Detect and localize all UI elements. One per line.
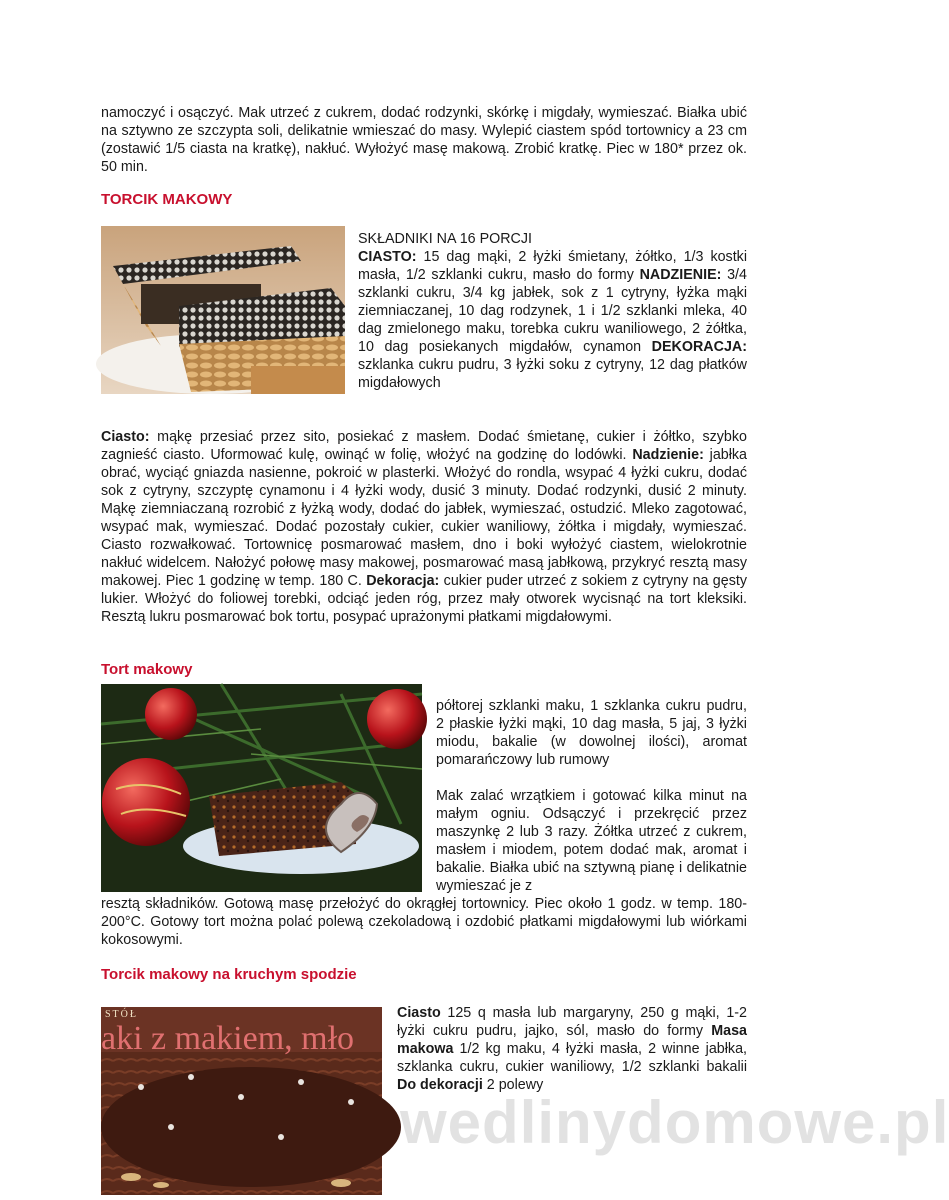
method-dekoracja-label: Dekoracja: — [366, 573, 440, 589]
recipe-photo-torcik-kruchy-spod — [101, 1007, 382, 1195]
ingredients-torcik-kruchy-spod — [397, 1004, 747, 1094]
r3-ciasto-text: 125 q masła lub margaryny, 250 g mąki, 1-2 łyżki cukru pudru, jajko, sól, masło do formy — [397, 1005, 747, 1039]
watermark: wedlinydomowe.pl — [400, 1089, 949, 1156]
r3-dekoracja-label: Do dekoracji — [397, 1077, 483, 1093]
recipe-photo-tort-makowy — [101, 684, 422, 892]
nadzienie-text: 3/4 szklanki cukru, 3/4 kg jabłek, sok z 1 cytryny, łyżka mąki ziemniaczanej, 10 dag rodzynek, 1 i 1/2 szklanki mleka, 40 dag zmielonego maku, torebka cukru waniliowego, 2 żółtka, 10 dag posiekanych migdałów, cynamon — [358, 267, 747, 355]
r3-masa-label: Masa makowa — [397, 1023, 747, 1057]
nadzienie-label: NADZIENIE: — [639, 267, 722, 283]
r3-dekoracja-text: 2 polewy — [482, 1077, 544, 1093]
ciasto-label: CIASTO: — [358, 249, 417, 265]
recipe-photo-torcik-makowy — [101, 226, 345, 394]
method-nadzienie-text: jabłka obrać, wyciąć gniazda nasienne, pokroić w plasterki. Włożyć do rondla, wsypać 4 łyżki cukru, dodać sok z cytryny, szczyptę cynamonu i 4 łyżki wody, dusić 3 minuty. Dodać rodzynki, dusić 2 minuty. Mąkę ziemniaczaną rozrobić z łyżką wody, dodać do jabłek, wymieszać, ostudzić. Mleko zagotować, wsypać mak, wymieszać. Dodać pozostały cukier, cukier waniliowy, żółtka i migdały, wymieszać. Ciasto rozwałkować. Tortownicę posmarować masłem, dno i boki wyłożyć ciastem, wielokrotnie nakłuć widelcem. Nałożyć połowę masy makowej, posmarować masą jabłkową, przykryć resztą masy makowej. Piec 1 godzinę w temp. 180 C. — [101, 447, 748, 589]
method-torcik-makowy — [101, 428, 747, 626]
ingredients-torcik-makowy — [358, 230, 747, 392]
ingredients-tort-makowy: półtorej szklanki maku, 1 szklanka cukru pudru, 2 płaskie łyżki mąki, 10 dag masła, 5 jaj, 3 łyżki miodu, bakalie (w dowolnej ilości), aromat pomarańczowy lub rumowy — [436, 698, 747, 768]
ciasto-text: 15 dag mąki, 2 łyżki śmietany, żółtko, 1/3 kostki masła, 1/2 szklanki cukru, masło do formy — [358, 249, 747, 283]
method-tort-makowy-bottom: resztą składników. Gotową masę przełożyć do okrągłej tortownicy. Piec około 1 godz. w temp. 180-200°C. Gotowy tort można polać polewą czekoladową i ozdobić płatkami migdałowymi lub wiórkami kokosowymi. — [101, 896, 747, 948]
image-caption-large: aki z makiem, mło — [101, 1020, 355, 1057]
ingredients-text — [358, 248, 747, 392]
image-caption-small: STÓŁ — [105, 1009, 138, 1020]
recipe-title-torcik-makowy: TORCIK MAKOWY — [101, 191, 233, 208]
recipe-title-tort-makowy: Tort makowy — [101, 661, 193, 678]
r3-masa-text: 1/2 kg maku, 4 łyżki masła, 2 winne jabłka, szklanka cukru, cukier waniliowy, 1/2 szklanki bakalii — [397, 1041, 747, 1075]
method-ciasto-text: mąkę przesiać przez sito, posiekać z masłem. Dodać śmietanę, cukier i żółtko, szybko zagnieść ciasto. Uformować kulę, owinąć w folię, włożyć na godzinę do lodówki. — [101, 429, 747, 463]
r3-ciasto-label: Ciasto — [397, 1005, 441, 1021]
portions-label: SKŁADNIKI NA 16 PORCJI — [358, 231, 533, 247]
method-dekoracja-text: cukier puder utrzeć z sokiem z cytryny na gęsty lukier. Włożyć do foliowej torebki, odciąć jeden róg, przez mały otworek wycisnąć na tort kleksiki. Resztą lukru posmarować bok tortu, posypać uprażonymi płatkami migdałowymi. — [101, 573, 747, 625]
dekoracja-text: szklanka cukru pudru, 3 łyżki soku z cytryny, 12 dag płatków migdałowych — [358, 357, 747, 391]
recipe-title-torcik-kruchy-spod: Torcik makowy na kruchym spodzie — [101, 966, 357, 983]
method-nadzienie-label: Nadzienie: — [632, 447, 704, 463]
dekoracja-label: DEKORACJA: — [651, 339, 747, 355]
method-ciasto-label: Ciasto: — [101, 429, 150, 445]
method-tort-makowy-top: Mak zalać wrzątkiem i gotować kilka minut na małym ogniu. Odsączyć i przekręcić przez maszynkę 2 lub 3 razy. Żółtka utrzeć z cukrem, masłem i miodem, potem dodać mak, aromat i bakalie. Białka ubić na sztywną pianę i delikatnie wymieszać je z — [436, 788, 747, 894]
intro-paragraph: namoczyć i osączyć. Mak utrzeć z cukrem, dodać rodzynki, skórkę i migdały, wymieszać. Białka ubić na sztywno ze szczypta soli, delikatnie wmieszać do masy. Wylepić ciastem spód tortownicy a 23 cm (zostawić 1/5 ciasta na kratkę), nakłuć. Wyłożyć masę makową. Zrobić kratkę. Piec w 180* przez ok. 50 min. — [101, 105, 747, 175]
